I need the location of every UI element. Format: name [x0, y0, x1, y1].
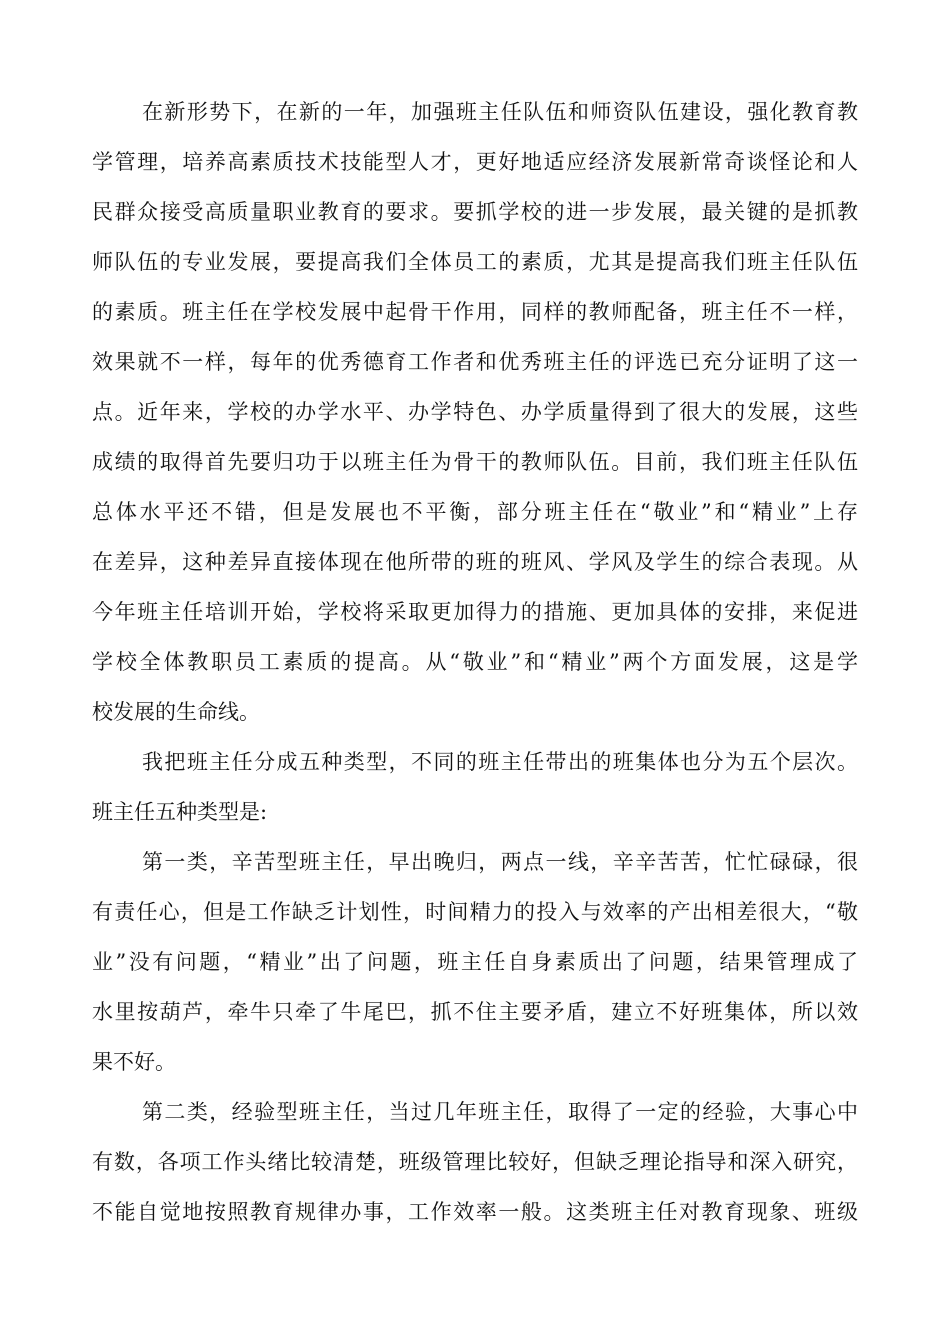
paragraph-1-line-4: 师队伍的专业发展，要提高我们全体员工的素质，尤其是提高我们班主任队伍 — [92, 250, 858, 274]
paragraph-1-line-2: 学管理，培养高素质技术技能型人才，更好地适应经济发展新常奇谈怪论和人 — [92, 150, 858, 174]
paragraph-2-line-1: 我把班主任分成五种类型，不同的班主任带出的班集体也分为五个层次。 — [142, 750, 858, 774]
paragraph-4-line-2: 有数，各项工作头绪比较清楚，班级管理比较好，但缺乏理论指导和深入研究， — [92, 1150, 858, 1174]
paragraph-1-line-12: 学校全体教职员工素质的提高。从“敬业”和“精业”两个方面发展，这是学 — [92, 650, 858, 674]
paragraph-2-line-2: 班主任五种类型是: — [92, 800, 268, 824]
paragraph-1-line-10: 在差异，这种差异直接体现在他所带的班的班风、学风及学生的综合表现。从 — [92, 550, 858, 574]
paragraph-1-line-6: 效果就不一样，每年的优秀德育工作者和优秀班主任的评选已充分证明了这一 — [92, 350, 858, 374]
paragraph-3-line-1: 第一类，辛苦型班主任，早出晚归，两点一线，辛辛苦苦，忙忙碌碌，很 — [142, 850, 858, 874]
paragraph-3-line-3: 业”没有问题，“精业”出了问题，班主任自身素质出了问题，结果管理成了 — [92, 950, 858, 974]
paragraph-3-line-4: 水里按葫芦，牵牛只牵了牛尾巴，抓不住主要矛盾，建立不好班集体，所以效 — [92, 1000, 858, 1024]
paragraph-4-line-1: 第二类，经验型班主任，当过几年班主任，取得了一定的经验，大事心中 — [142, 1100, 858, 1124]
paragraph-3-line-5: 果不好。 — [92, 1050, 176, 1074]
paragraph-1-line-13: 校发展的生命线。 — [92, 700, 260, 724]
paragraph-1-line-5: 的素质。班主任在学校发展中起骨干作用，同样的教师配备，班主任不一样， — [92, 300, 858, 324]
paragraph-1-line-11: 今年班主任培训开始，学校将采取更加得力的措施、更加具体的安排，来促进 — [92, 600, 858, 624]
paragraph-1-line-3: 民群众接受高质量职业教育的要求。要抓学校的进一步发展，最关键的是抓教 — [92, 200, 858, 224]
paragraph-3-line-2: 有责任心，但是工作缺乏计划性，时间精力的投入与效率的产出相差很大，“敬 — [92, 900, 858, 924]
paragraph-1-line-1: 在新形势下，在新的一年，加强班主任队伍和师资队伍建设，强化教育教 — [142, 100, 858, 124]
paragraph-1-line-8: 成绩的取得首先要归功于以班主任为骨干的教师队伍。目前，我们班主任队伍 — [92, 450, 858, 474]
paragraph-4-line-3: 不能自觉地按照教育规律办事，工作效率一般。这类班主任对教育现象、班级 — [92, 1200, 858, 1224]
paragraph-1-line-9: 总体水平还不错，但是发展也不平衡，部分班主任在“敬业”和“精业”上存 — [92, 500, 858, 524]
paragraph-1-line-7: 点。近年来，学校的办学水平、办学特色、办学质量得到了很大的发展，这些 — [92, 400, 858, 424]
